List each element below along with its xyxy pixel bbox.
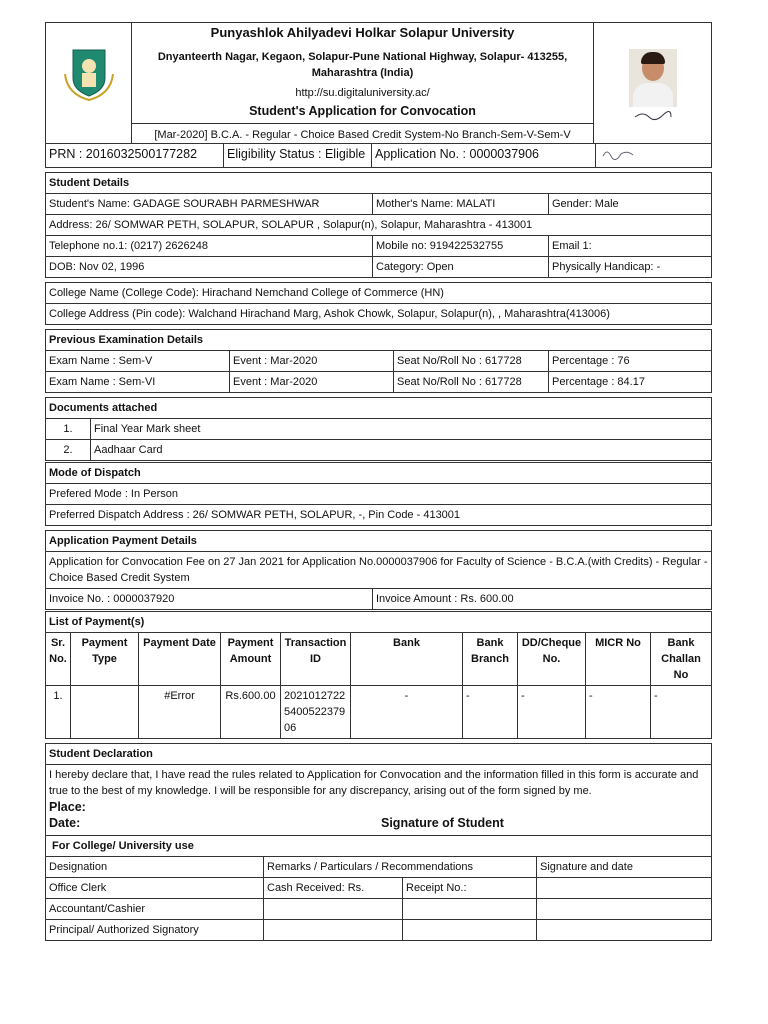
eligibility-status: Eligibility Status : Eligible xyxy=(224,144,372,168)
transaction-id: 2021012722 5400522379 06 xyxy=(281,686,351,739)
student-details xyxy=(45,172,712,278)
col-designation: Designation xyxy=(46,857,264,878)
section-previous-exam: Previous Examination Details xyxy=(46,330,712,351)
col-micr: MICR No xyxy=(586,633,651,686)
office-use xyxy=(45,835,712,941)
college-details xyxy=(45,282,712,325)
student-address: Address: 26/ SOMWAR PETH, SOLAPUR, SOLAPUR , Solapur(n), Solapur, Maharashtra - 413001 xyxy=(46,215,712,236)
form-header xyxy=(45,22,712,144)
declaration-date: Date: xyxy=(49,816,81,830)
exam-seat: Seat No/Roll No : 617728 xyxy=(394,372,549,393)
student-photo xyxy=(629,49,677,107)
cash-received: Cash Received: Rs. xyxy=(264,878,403,899)
list-item xyxy=(46,419,712,440)
signature-date xyxy=(537,920,712,941)
exam-percentage: Percentage : 76 xyxy=(549,351,712,372)
declaration-place: Place: xyxy=(49,800,86,814)
exam-seat: Seat No/Roll No : 617728 xyxy=(394,351,549,372)
exam-percentage: Percentage : 84.17 xyxy=(549,372,712,393)
invoice-amount: Invoice Amount : Rs. 600.00 xyxy=(373,589,712,610)
section-student-details: Student Details xyxy=(46,173,712,194)
bank-branch: - xyxy=(463,686,518,739)
section-declaration: Student Declaration xyxy=(46,744,712,765)
invoice-number: Invoice No. : 0000037920 xyxy=(46,589,373,610)
form-title: Student's Application for Convocation xyxy=(249,104,476,118)
signature-image xyxy=(596,144,712,168)
col-remarks: Remarks / Particulars / Recommendations xyxy=(264,857,537,878)
student-declaration xyxy=(45,743,712,835)
payment-amount: Rs.600.00 xyxy=(221,686,281,739)
receipt-no: Receipt No.: xyxy=(403,878,537,899)
section-payment-details: Application Payment Details xyxy=(46,531,712,552)
university-name: Punyashlok Ahilyadevi Holkar Solapur University xyxy=(210,25,515,40)
payment-details xyxy=(45,530,712,610)
mother-name: Mother's Name: MALATI xyxy=(373,194,549,215)
student-name: Student's Name: GADAGE SOURABH PARMESHWAR xyxy=(46,194,373,215)
college-name: College Name (College Code): Hirachand Nemchand College of Commerce (HN) xyxy=(46,283,712,304)
document-name: Aadhaar Card xyxy=(91,440,712,461)
section-payments-list: List of Payment(s) xyxy=(46,612,712,633)
section-documents: Documents attached xyxy=(46,398,712,419)
remark xyxy=(264,899,403,920)
mode-of-dispatch xyxy=(45,462,712,526)
id-row xyxy=(45,143,712,168)
telephone: Telephone no.1: (0217) 2626248 xyxy=(46,236,373,257)
dob: DOB: Nov 02, 1996 xyxy=(46,257,373,278)
dispatch-address: Preferred Dispatch Address : 26/ SOMWAR PETH, SOLAPUR, -, Pin Code - 413001 xyxy=(46,505,712,526)
course-line: [Mar-2020] B.C.A. - Regular - Choice Based Credit System-No Branch-Sem-V-Sem-V xyxy=(132,123,593,143)
table-row xyxy=(46,920,712,941)
student-signature-label: Signature of Student xyxy=(381,816,504,830)
college-address: College Address (Pin code): Walchand Hirachand Marg, Ashok Chowk, Solapur, Solapur(n), , Maharashtra(413006) xyxy=(46,304,712,325)
photo-cell xyxy=(594,23,712,144)
designation: Office Clerk xyxy=(46,878,264,899)
payment-date: #Error xyxy=(139,686,221,739)
dispatch-mode: Prefered Mode : In Person xyxy=(46,484,712,505)
physically-handicap: Physically Handicap: - xyxy=(549,257,712,278)
document-number: 1. xyxy=(46,419,91,440)
dd-cheque-no: - xyxy=(518,686,586,739)
col-payment-amount: Payment Amount xyxy=(221,633,281,686)
col-transaction-id: Transaction ID xyxy=(281,633,351,686)
document-name: Final Year Mark sheet xyxy=(91,419,712,440)
list-item xyxy=(46,440,712,461)
col-signature-date: Signature and date xyxy=(537,857,712,878)
bank: - xyxy=(351,686,463,739)
payments-list xyxy=(45,611,712,739)
documents-attached xyxy=(45,397,712,461)
university-logo-cell xyxy=(46,23,132,144)
gender: Gender: Male xyxy=(549,194,712,215)
col-bank-branch: Bank Branch xyxy=(463,633,518,686)
bank-challan-no: - xyxy=(651,686,712,739)
document-number: 2. xyxy=(46,440,91,461)
exam-event: Event : Mar-2020 xyxy=(230,372,394,393)
exam-event: Event : Mar-2020 xyxy=(230,351,394,372)
mobile: Mobile no: 919422532755 xyxy=(373,236,549,257)
university-address: Dnyanteerth Nagar, Kegaon, Solapur-Pune National Highway, Solapur- 413255, xyxy=(157,51,568,63)
payment-description: Application for Convocation Fee on 27 Jan 2021 for Application No.0000037906 for Faculty of Science - B.C.A.(with Credits) - Regular - Choice Based Credit System xyxy=(46,552,712,589)
section-office-use: For College/ University use xyxy=(46,836,712,857)
designation: Accountant/Cashier xyxy=(46,899,264,920)
prn: PRN : 2016032500177282 xyxy=(46,144,224,168)
table-row xyxy=(46,351,712,372)
remark xyxy=(264,920,403,941)
table-row xyxy=(46,686,712,739)
remark xyxy=(403,920,537,941)
email: Email 1: xyxy=(549,236,712,257)
exam-name: Exam Name : Sem-VI xyxy=(46,372,230,393)
table-row xyxy=(46,372,712,393)
designation: Principal/ Authorized Signatory xyxy=(46,920,264,941)
photo-signature xyxy=(633,109,673,121)
col-dd-cheque: DD/Cheque No. xyxy=(518,633,586,686)
declaration-text: I hereby declare that, I have read the rules related to Application for Convocation and the information filled in this form is accurate and true to the best of my knowledge. I will be responsible for any discrepancy, arising out of the form signed by me. xyxy=(49,769,699,797)
payment-sr: 1. xyxy=(46,686,71,739)
signature-date xyxy=(537,899,712,920)
university-logo xyxy=(55,44,123,122)
application-number: Application No. : 0000037906 xyxy=(372,144,596,168)
previous-exam-details xyxy=(45,329,712,393)
col-bank-challan: Bank Challan No xyxy=(651,633,712,686)
table-row xyxy=(46,878,712,899)
category: Category: Open xyxy=(373,257,549,278)
university-address-state: Maharashtra (India) xyxy=(311,67,414,79)
university-website[interactable]: http://su.digitaluniversity.ac/ xyxy=(295,87,430,99)
section-dispatch: Mode of Dispatch xyxy=(46,463,712,484)
micr-no: - xyxy=(586,686,651,739)
col-sr-no: Sr. No. xyxy=(46,633,71,686)
col-payment-type: Payment Type xyxy=(71,633,139,686)
col-bank: Bank xyxy=(351,633,463,686)
convocation-form xyxy=(45,22,712,941)
col-payment-date: Payment Date xyxy=(139,633,221,686)
exam-name: Exam Name : Sem-V xyxy=(46,351,230,372)
payment-type xyxy=(71,686,139,739)
table-row xyxy=(46,899,712,920)
signature-date xyxy=(537,878,712,899)
remark xyxy=(403,899,537,920)
